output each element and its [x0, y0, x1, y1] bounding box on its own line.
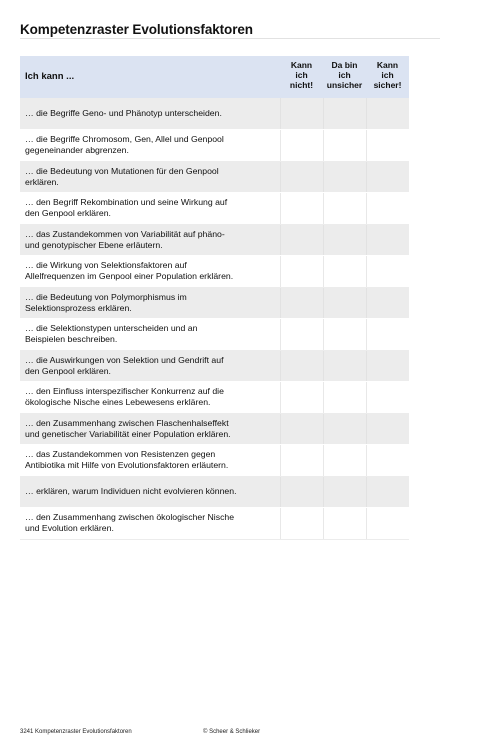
checkbox-kann-ich-sicher[interactable]: [366, 161, 409, 193]
checkbox-kann-ich-nicht[interactable]: [280, 256, 323, 288]
competence-statement: … den Einfluss interspezifischer Konkurrenz auf die ökologische Nische eines Lebewesens erklären.: [20, 382, 280, 414]
checkbox-kann-ich-sicher[interactable]: [366, 193, 409, 225]
checkbox-kann-ich-sicher[interactable]: [366, 256, 409, 288]
table-row: [20, 256, 409, 288]
table-row: [20, 413, 409, 445]
checkbox-unsicher[interactable]: [323, 382, 366, 414]
header-kann-ich-nicht: Kann ich nicht!: [289, 60, 314, 90]
checkbox-kann-ich-nicht[interactable]: [280, 319, 323, 351]
table-row: [20, 476, 409, 508]
checkbox-kann-ich-nicht[interactable]: [280, 476, 323, 508]
table-row: [20, 508, 409, 540]
checkbox-unsicher[interactable]: [323, 287, 366, 319]
checkbox-kann-ich-nicht[interactable]: [280, 161, 323, 193]
competence-statement: … die Begriffe Chromosom, Gen, Allel und Genpool gegeneinander abgrenzen.: [20, 130, 280, 162]
checkbox-kann-ich-nicht[interactable]: [280, 508, 323, 540]
checkbox-kann-ich-sicher[interactable]: [366, 130, 409, 162]
checkbox-kann-ich-nicht[interactable]: [280, 224, 323, 256]
checkbox-kann-ich-sicher[interactable]: [366, 224, 409, 256]
competence-statement: … die Begriffe Geno- und Phänotyp unterscheiden.: [20, 98, 280, 130]
competence-table: [20, 56, 409, 540]
checkbox-kann-ich-sicher[interactable]: [366, 382, 409, 414]
checkbox-unsicher[interactable]: [323, 98, 366, 130]
checkbox-kann-ich-nicht[interactable]: [280, 350, 323, 382]
title-divider: [20, 38, 440, 39]
checkbox-unsicher[interactable]: [323, 350, 366, 382]
header-ich-kann: Ich kann ...: [25, 71, 75, 82]
header-kann-ich-sicher: Kann ich sicher!: [373, 60, 402, 90]
table-row: [20, 161, 409, 193]
table-header-row: [20, 56, 409, 98]
competence-statement: … die Auswirkungen von Selektion und Gendrift auf den Genpool erklären.: [20, 350, 280, 382]
checkbox-kann-ich-nicht[interactable]: [280, 382, 323, 414]
checkbox-kann-ich-nicht[interactable]: [280, 287, 323, 319]
checkbox-kann-ich-sicher[interactable]: [366, 287, 409, 319]
checkbox-kann-ich-nicht[interactable]: [280, 413, 323, 445]
table-row: [20, 224, 409, 256]
checkbox-kann-ich-nicht[interactable]: [280, 130, 323, 162]
checkbox-kann-ich-sicher[interactable]: [366, 508, 409, 540]
checkbox-kann-ich-nicht[interactable]: [280, 193, 323, 225]
checkbox-unsicher[interactable]: [323, 224, 366, 256]
checkbox-unsicher[interactable]: [323, 161, 366, 193]
competence-statement: … das Zustandekommen von Resistenzen gegen Antibiotika mit Hilfe von Evolutionsfaktoren erläutern.: [20, 445, 280, 477]
header-unsicher: Da bin ich unsicher: [326, 60, 363, 90]
checkbox-kann-ich-sicher[interactable]: [366, 413, 409, 445]
competence-statement: … die Bedeutung von Polymorphismus im Selektionsprozess erklären.: [20, 287, 280, 319]
competence-statement: … die Wirkung von Selektionsfaktoren auf Allelfrequenzen im Genpool einer Population erklären.: [20, 256, 280, 288]
checkbox-unsicher[interactable]: [323, 413, 366, 445]
checkbox-kann-ich-sicher[interactable]: [366, 98, 409, 130]
checkbox-unsicher[interactable]: [323, 130, 366, 162]
table-row: [20, 130, 409, 162]
footer-copyright: © Scheer & Schlieker: [203, 729, 261, 735]
checkbox-unsicher[interactable]: [323, 445, 366, 477]
competence-statement: … die Selektionstypen unterscheiden und an Beispielen beschreiben.: [20, 319, 280, 351]
page-title: Kompetenzraster Evolutionsfaktoren: [20, 22, 253, 37]
competence-statement: … den Zusammenhang zwischen Flaschenhalseffekt und genetischer Variabilität einer Population erklären.: [20, 413, 280, 445]
checkbox-kann-ich-sicher[interactable]: [366, 445, 409, 477]
checkbox-unsicher[interactable]: [323, 476, 366, 508]
competence-statement: … den Zusammenhang zwischen ökologischer Nische und Evolution erklären.: [20, 508, 280, 540]
competence-statement: … die Bedeutung von Mutationen für den Genpool erklären.: [20, 161, 280, 193]
checkbox-unsicher[interactable]: [323, 319, 366, 351]
checkbox-kann-ich-nicht[interactable]: [280, 98, 323, 130]
checkbox-kann-ich-sicher[interactable]: [366, 350, 409, 382]
table-row: [20, 98, 409, 130]
table-row: [20, 287, 409, 319]
checkbox-kann-ich-sicher[interactable]: [366, 319, 409, 351]
checkbox-kann-ich-nicht[interactable]: [280, 445, 323, 477]
table-row: [20, 193, 409, 225]
table-row: [20, 319, 409, 351]
competence-statement: … den Begriff Rekombination und seine Wirkung auf den Genpool erklären.: [20, 193, 280, 225]
competence-statement: … das Zustandekommen von Variabilität auf phäno- und genotypischer Ebene erläutern.: [20, 224, 280, 256]
checkbox-unsicher[interactable]: [323, 508, 366, 540]
footer-product-number: 3241 Kompetenzraster Evolutionsfaktoren: [20, 729, 132, 735]
competence-statement: … erklären, warum Individuen nicht evolvieren können.: [20, 476, 280, 508]
checkbox-unsicher[interactable]: [323, 193, 366, 225]
table-row: [20, 445, 409, 477]
checkbox-kann-ich-sicher[interactable]: [366, 476, 409, 508]
table-row: [20, 382, 409, 414]
table-row: [20, 350, 409, 382]
checkbox-unsicher[interactable]: [323, 256, 366, 288]
